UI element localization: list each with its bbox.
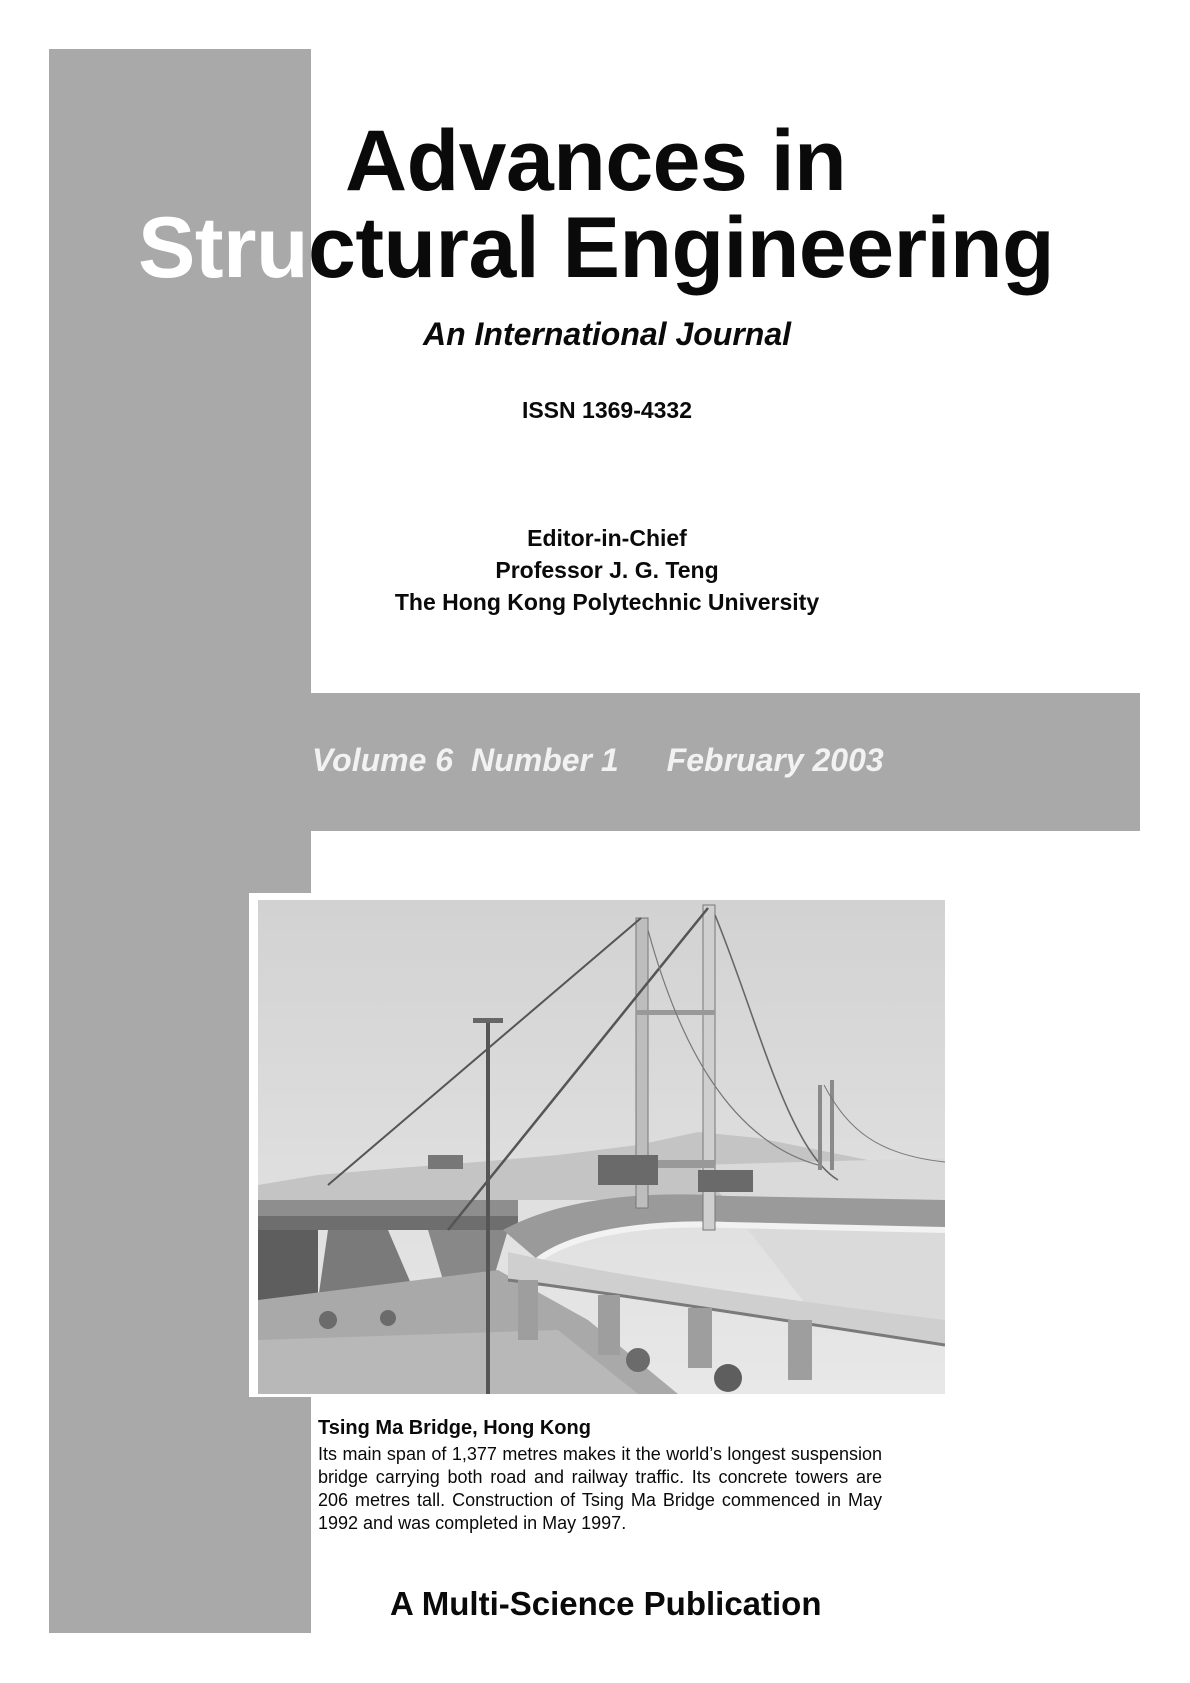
issue-date: February 2003: [666, 742, 884, 778]
editor-role: Editor-in-Chief: [527, 525, 687, 551]
journal-title-line2: [138, 200, 1055, 296]
caption-text: Its main span of 1,377 metres makes it the world’s longest suspension bridge carrying both road and railway traffic. Its concrete towers are 206 metres tall. Construction of Tsing Ma Bridge commenced in May 1992 and was completed in May 1997.: [318, 1444, 882, 1533]
editor-name: Professor J. G. Teng: [495, 557, 719, 583]
publisher-line: A Multi-Science Publication: [390, 1585, 822, 1622]
issue-number: Number 1: [471, 742, 619, 778]
journal-subtitle: An International Journal: [422, 316, 792, 352]
issue-info: [312, 742, 902, 779]
journal-title-line1: Advances in: [345, 113, 847, 209]
title-white-part: Stru: [138, 200, 308, 296]
issn: ISSN 1369-4332: [521, 397, 693, 423]
title-black-part: ctural Engineering: [308, 200, 1055, 296]
bridge-photo: [258, 900, 945, 1394]
editor-block: [310, 522, 904, 618]
issue-volume: Volume 6: [312, 742, 454, 778]
editor-affiliation: The Hong Kong Polytechnic University: [394, 589, 820, 615]
caption-title: Tsing Ma Bridge, Hong Kong: [318, 1417, 591, 1439]
